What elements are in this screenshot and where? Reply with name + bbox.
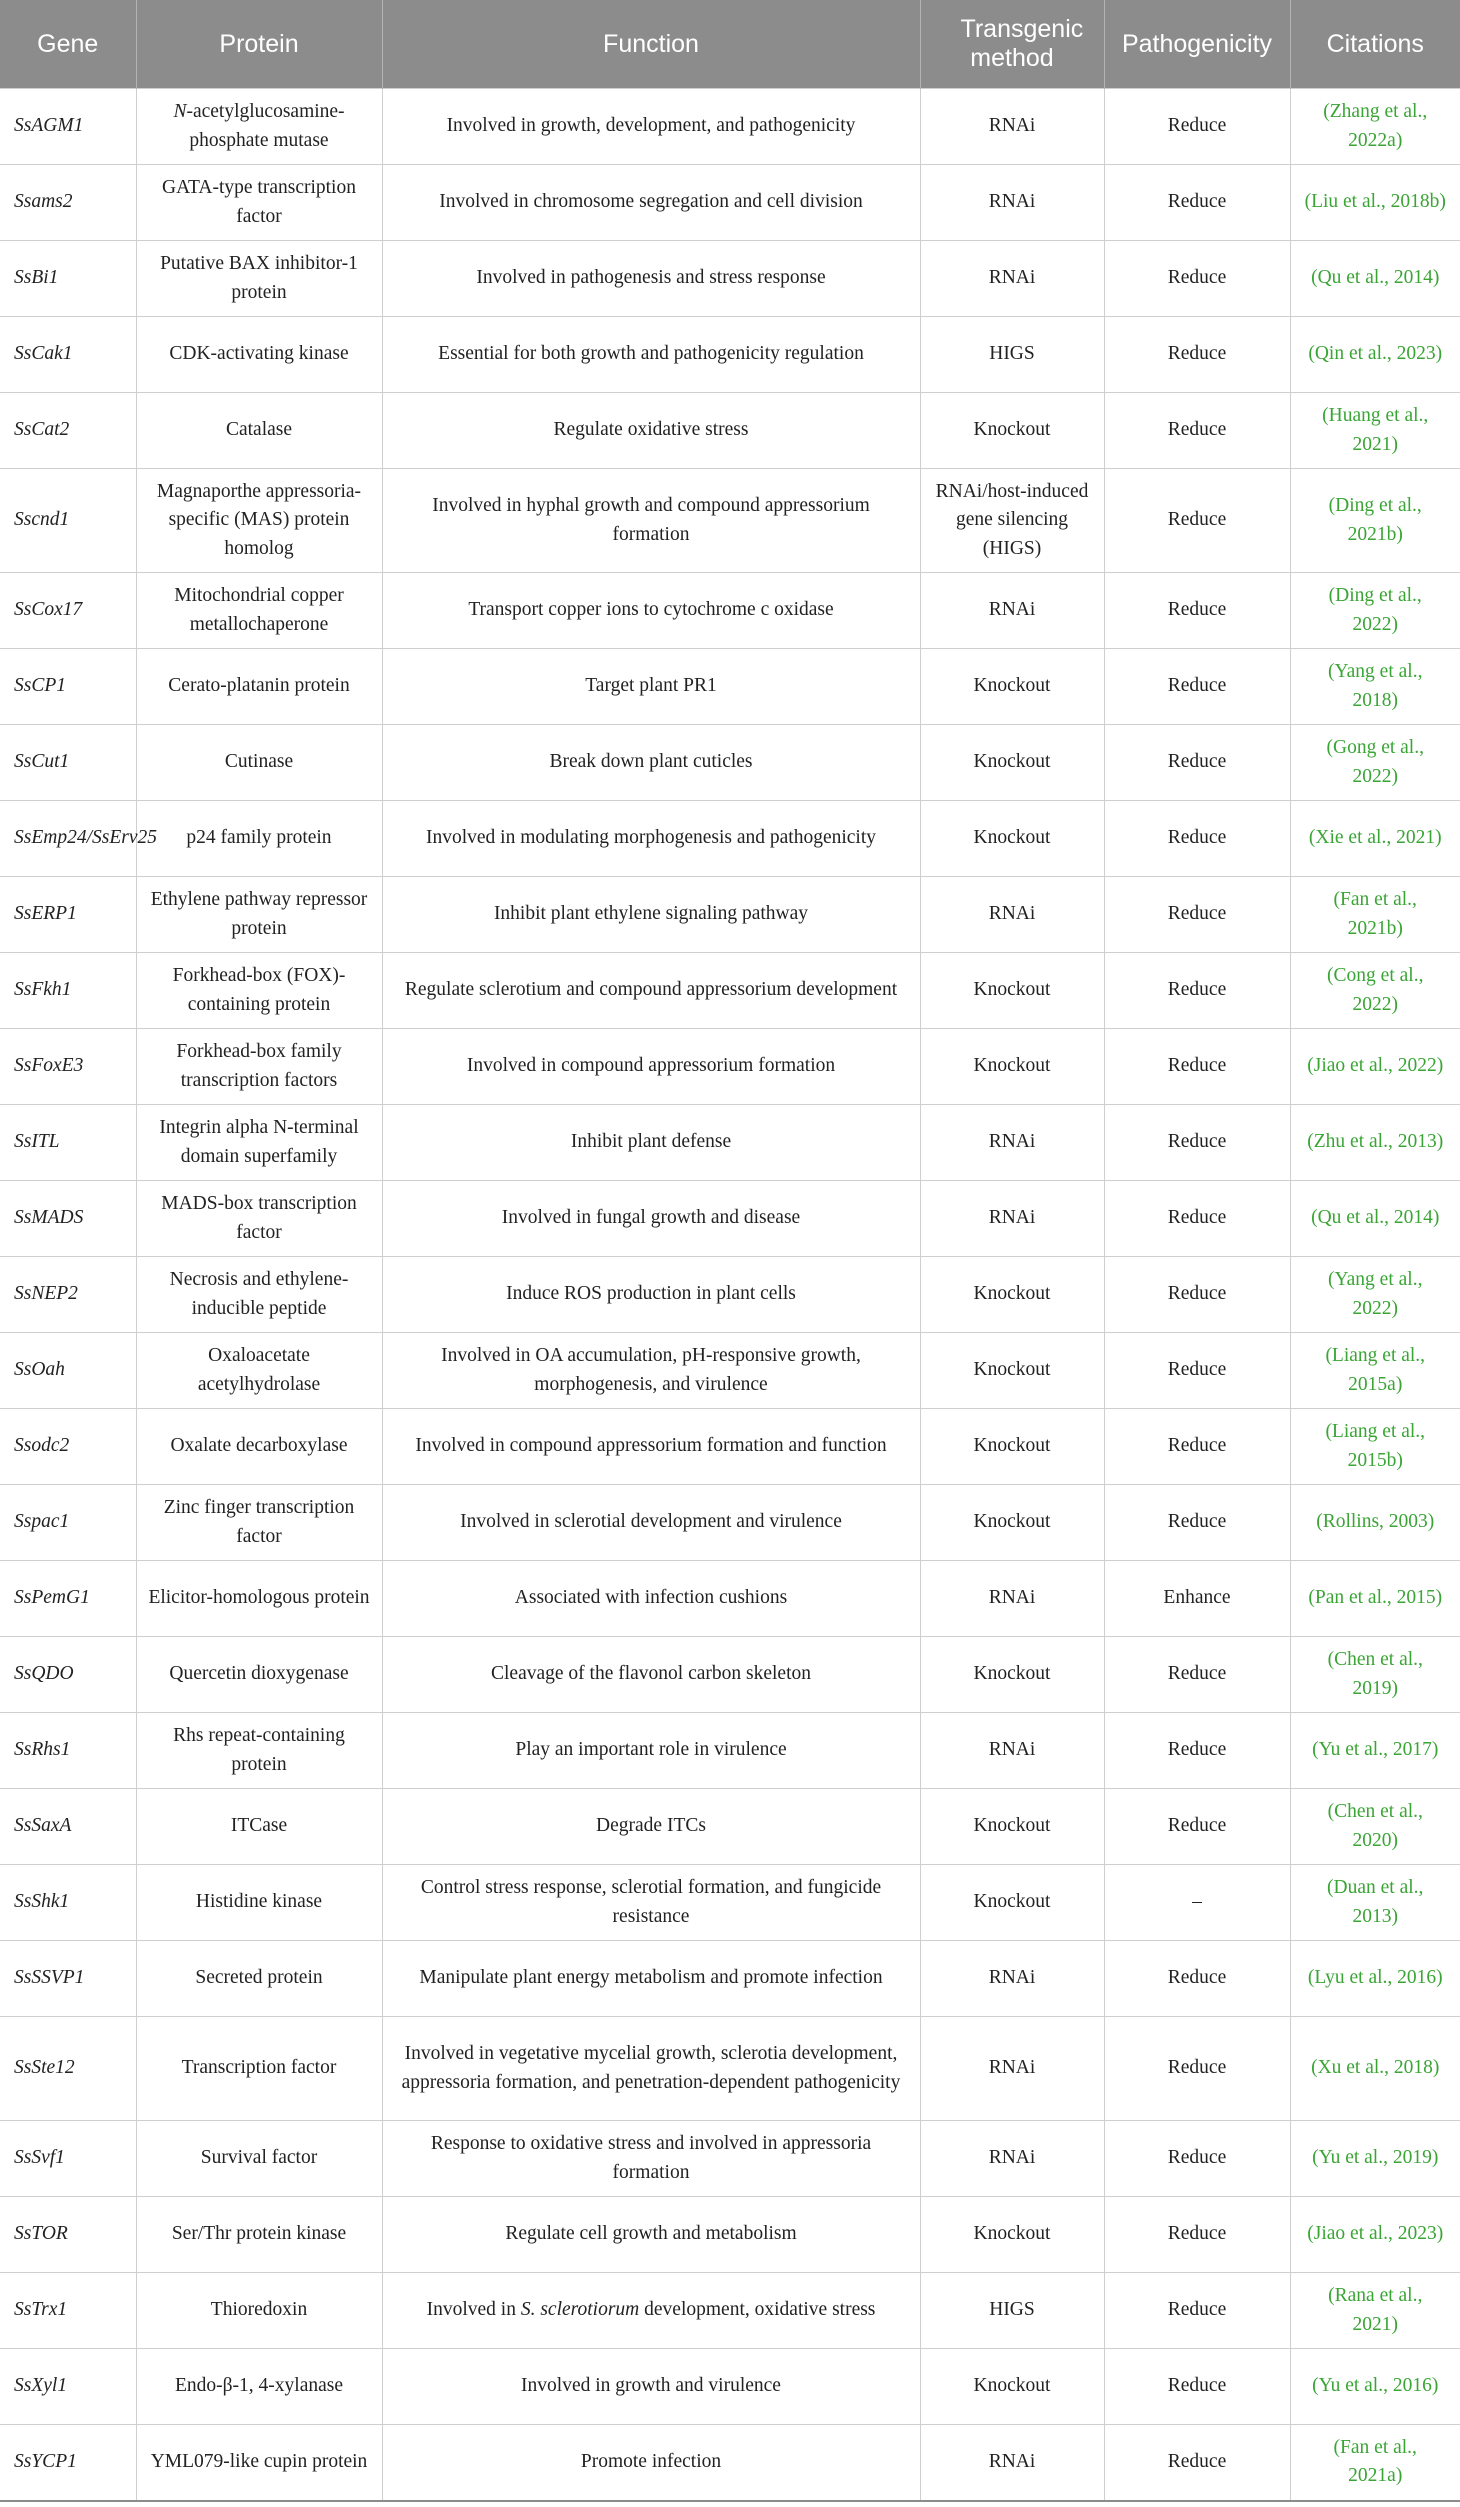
gene-cell: SsTrx1 [0, 2273, 136, 2349]
citation-link[interactable]: (Fan et al., 2021a) [1290, 2425, 1460, 2501]
citation-link[interactable]: (Jiao et al., 2023) [1290, 2197, 1460, 2273]
header-transgenic-method-label: Transgenic method [960, 15, 1084, 72]
function-cell: Involved in pathogenesis and stress response [382, 241, 920, 317]
gene-cell: SsAGM1 [0, 89, 136, 165]
function-cell: Manipulate plant energy metabolism and promote infection [382, 1941, 920, 2017]
gene-cell: SsXyl1 [0, 2349, 136, 2425]
function-cell: Involved in growth, development, and pathogenicity [382, 89, 920, 165]
function-cell: Involved in modulating morphogenesis and pathogenicity [382, 801, 920, 877]
table-row [0, 89, 1460, 165]
citation-link[interactable]: (Yang et al., 2022) [1290, 1257, 1460, 1333]
protein-cell: Catalase [136, 393, 382, 469]
method-cell: Knockout [920, 1029, 1104, 1105]
protein-cell: Cutinase [136, 725, 382, 801]
protein-text: -acetylglucosamine-phosphate mutase [186, 101, 345, 151]
method-cell: HIGS [920, 317, 1104, 393]
table-row [0, 2197, 1460, 2273]
function-cell: Target plant PR1 [382, 649, 920, 725]
gene-cell: SsSaxA [0, 1789, 136, 1865]
function-cell: Involved in sclerotial development and virulence [382, 1485, 920, 1561]
gene-cell: SsQDO [0, 1637, 136, 1713]
citation-link[interactable]: (Pan et al., 2015) [1290, 1561, 1460, 1637]
gene-cell: SsMADS [0, 1181, 136, 1257]
protein-cell: Elicitor-homologous protein [136, 1561, 382, 1637]
pathogenicity-cell: Reduce [1104, 241, 1290, 317]
header-transgenic-method [920, 0, 1104, 89]
pathogenicity-cell: Reduce [1104, 725, 1290, 801]
citation-link[interactable]: (Xu et al., 2018) [1290, 2017, 1460, 2121]
pathogenicity-cell: Reduce [1104, 801, 1290, 877]
method-cell: Knockout [920, 2349, 1104, 2425]
citation-link[interactable]: (Cong et al., 2022) [1290, 953, 1460, 1029]
pathogenicity-cell: Reduce [1104, 1333, 1290, 1409]
gene-cell: SsSvf1 [0, 2121, 136, 2197]
function-cell: Promote infection [382, 2425, 920, 2501]
table-row [0, 1713, 1460, 1789]
function-cell: Transport copper ions to cytochrome c oxidase [382, 573, 920, 649]
header-pathogenicity: Pathogenicity [1104, 0, 1290, 89]
method-cell: Knockout [920, 725, 1104, 801]
pathogenicity-cell: Reduce [1104, 165, 1290, 241]
protein-cell: MADS-box transcription factor [136, 1181, 382, 1257]
table-row [0, 2121, 1460, 2197]
protein-cell: Cerato-platanin protein [136, 649, 382, 725]
citation-link[interactable]: (Ding et al., 2021b) [1290, 469, 1460, 573]
protein-cell: Forkhead-box (FOX)-containing protein [136, 953, 382, 1029]
method-cell: RNAi [920, 2017, 1104, 2121]
protein-cell: Oxalate decarboxylase [136, 1409, 382, 1485]
function-cell: Regulate cell growth and metabolism [382, 2197, 920, 2273]
function-cell: Involved in vegetative mycelial growth, sclerotia development, appressoria formation, and penetration-dependent pathogenicity [382, 2017, 920, 2121]
table-row [0, 1105, 1460, 1181]
table-row [0, 1485, 1460, 1561]
table-row [0, 2017, 1460, 2121]
citation-link[interactable]: (Qu et al., 2014) [1290, 241, 1460, 317]
citation-link[interactable]: (Huang et al., 2021) [1290, 393, 1460, 469]
function-cell: Inhibit plant ethylene signaling pathway [382, 877, 920, 953]
method-cell: RNAi [920, 1105, 1104, 1181]
gene-cell: Ssodc2 [0, 1409, 136, 1485]
protein-cell: GATA-type transcription factor [136, 165, 382, 241]
function-cell: Play an important role in virulence [382, 1713, 920, 1789]
gene-cell: Sscnd1 [0, 469, 136, 573]
protein-cell: CDK-activating kinase [136, 317, 382, 393]
citation-link[interactable]: (Qu et al., 2014) [1290, 1181, 1460, 1257]
pathogenicity-cell: Reduce [1104, 2273, 1290, 2349]
method-cell: RNAi [920, 573, 1104, 649]
protein-cell: YML079-like cupin protein [136, 2425, 382, 2501]
method-cell: Knockout [920, 1789, 1104, 1865]
citation-link[interactable]: (Yu et al., 2016) [1290, 2349, 1460, 2425]
citation-link[interactable]: (Gong et al., 2022) [1290, 725, 1460, 801]
table-header [0, 0, 1460, 89]
protein-cell [136, 89, 382, 165]
protein-cell: Oxaloacetate acetylhydrolase [136, 1333, 382, 1409]
header-gene: Gene [0, 0, 136, 89]
table-row [0, 649, 1460, 725]
table-row [0, 1865, 1460, 1941]
table-row [0, 1257, 1460, 1333]
function-cell: Involved in fungal growth and disease [382, 1181, 920, 1257]
pathogenicity-cell: Reduce [1104, 1409, 1290, 1485]
gene-cell: SsTOR [0, 2197, 136, 2273]
table-row [0, 1029, 1460, 1105]
pathogenicity-cell: Reduce [1104, 1637, 1290, 1713]
method-cell: Knockout [920, 2197, 1104, 2273]
header-function: Function [382, 0, 920, 89]
citation-link[interactable]: (Chen et al., 2019) [1290, 1637, 1460, 1713]
gene-cell: SsCox17 [0, 573, 136, 649]
protein-cell: Endo-β-1, 4-xylanase [136, 2349, 382, 2425]
table-row [0, 953, 1460, 1029]
table-row [0, 1789, 1460, 1865]
pathogenicity-cell: Reduce [1104, 2425, 1290, 2501]
citation-link[interactable]: (Chen et al., 2020) [1290, 1789, 1460, 1865]
table-row [0, 241, 1460, 317]
pathogenicity-cell: Reduce [1104, 317, 1290, 393]
method-cell: RNAi [920, 89, 1104, 165]
function-cell: Cleavage of the flavonol carbon skeleton [382, 1637, 920, 1713]
gene-cell: SsSte12 [0, 2017, 136, 2121]
method-cell: Knockout [920, 1333, 1104, 1409]
table-row [0, 2273, 1460, 2349]
function-cell: Involved in hyphal growth and compound appressorium formation [382, 469, 920, 573]
protein-cell: Ser/Thr protein kinase [136, 2197, 382, 2273]
function-cell: Control stress response, sclerotial formation, and fungicide resistance [382, 1865, 920, 1941]
protein-cell: Forkhead-box family transcription factors [136, 1029, 382, 1105]
citation-link[interactable]: (Ding et al., 2022) [1290, 573, 1460, 649]
gene-cell: Ssams2 [0, 165, 136, 241]
pathogenicity-cell: Reduce [1104, 1789, 1290, 1865]
protein-cell: Survival factor [136, 2121, 382, 2197]
table-row [0, 1181, 1460, 1257]
function-cell: Essential for both growth and pathogenicity regulation [382, 317, 920, 393]
pathogenicity-cell: Reduce [1104, 573, 1290, 649]
protein-cell: Zinc finger transcription factor [136, 1485, 382, 1561]
header-protein: Protein [136, 0, 382, 89]
table-row [0, 393, 1460, 469]
table-row [0, 1941, 1460, 2017]
function-cell: Response to oxidative stress and involved in appressoria formation [382, 2121, 920, 2197]
function-cell: Involved in compound appressorium formation and function [382, 1409, 920, 1485]
protein-cell: Histidine kinase [136, 1865, 382, 1941]
table-row [0, 1637, 1460, 1713]
pathogenicity-cell: Reduce [1104, 1105, 1290, 1181]
pathogenicity-cell: Reduce [1104, 877, 1290, 953]
protein-cell: Secreted protein [136, 1941, 382, 2017]
protein-cell: p24 family protein [136, 801, 382, 877]
gene-cell: SsCP1 [0, 649, 136, 725]
citation-link[interactable]: (Zhu et al., 2013) [1290, 1105, 1460, 1181]
gene-cell: SsFoxE3 [0, 1029, 136, 1105]
method-cell: Knockout [920, 1257, 1104, 1333]
method-cell: RNAi [920, 1941, 1104, 2017]
protein-cell: Thioredoxin [136, 2273, 382, 2349]
header-citations: Citations [1290, 0, 1460, 89]
table-row [0, 725, 1460, 801]
method-cell: RNAi [920, 1181, 1104, 1257]
function-cell [382, 2273, 920, 2349]
gene-cell: SsOah [0, 1333, 136, 1409]
citation-link[interactable]: (Liang et al., 2015a) [1290, 1333, 1460, 1409]
method-cell: RNAi/host-induced gene silencing (HIGS) [920, 469, 1104, 573]
pathogenicity-cell: Reduce [1104, 469, 1290, 573]
method-cell: Knockout [920, 1637, 1104, 1713]
pathogenicity-cell: Reduce [1104, 1029, 1290, 1105]
protein-cell: Ethylene pathway repressor protein [136, 877, 382, 953]
gene-cell: SsEmp24/SsErv25 [0, 801, 136, 877]
function-text-species: S. sclerotiorum [520, 2299, 640, 2321]
table-row [0, 801, 1460, 877]
pathogenicity-cell: Reduce [1104, 953, 1290, 1029]
table-row [0, 573, 1460, 649]
method-cell: RNAi [920, 877, 1104, 953]
pathogenicity-cell: Reduce [1104, 1257, 1290, 1333]
method-cell: Knockout [920, 1485, 1104, 1561]
gene-cell: Sspac1 [0, 1485, 136, 1561]
protein-cell: Integrin alpha N-terminal domain superfamily [136, 1105, 382, 1181]
gene-cell: SsShk1 [0, 1865, 136, 1941]
gene-cell: SsFkh1 [0, 953, 136, 1029]
citation-link[interactable]: (Yu et al., 2019) [1290, 2121, 1460, 2197]
protein-italic-prefix: N [173, 101, 187, 123]
function-cell: Inhibit plant defense [382, 1105, 920, 1181]
pathogenicity-cell: Reduce [1104, 1181, 1290, 1257]
function-text-pre: Involved in [426, 2299, 521, 2321]
protein-cell: Putative BAX inhibitor-1 protein [136, 241, 382, 317]
table-row [0, 165, 1460, 241]
pathogenicity-cell: Reduce [1104, 2017, 1290, 2121]
gene-cell: SsNEP2 [0, 1257, 136, 1333]
table-row [0, 1561, 1460, 1637]
function-cell: Involved in chromosome segregation and cell division [382, 165, 920, 241]
table-row [0, 2425, 1460, 2501]
table-row [0, 877, 1460, 953]
citation-link[interactable]: (Zhang et al., 2022a) [1290, 89, 1460, 165]
method-cell: RNAi [920, 2121, 1104, 2197]
method-cell: RNAi [920, 241, 1104, 317]
pathogenicity-cell: Reduce [1104, 393, 1290, 469]
method-cell: RNAi [920, 2425, 1104, 2501]
gene-cell: SsYCP1 [0, 2425, 136, 2501]
pathogenicity-cell: Reduce [1104, 2349, 1290, 2425]
pathogenicity-cell: Enhance [1104, 1561, 1290, 1637]
function-cell: Degrade ITCs [382, 1789, 920, 1865]
protein-cell: ITCase [136, 1789, 382, 1865]
function-cell: Involved in compound appressorium formation [382, 1029, 920, 1105]
citation-link[interactable]: (Qin et al., 2023) [1290, 317, 1460, 393]
method-cell: HIGS [920, 2273, 1104, 2349]
function-cell: Involved in OA accumulation, pH-responsive growth, morphogenesis, and virulence [382, 1333, 920, 1409]
method-cell: Knockout [920, 649, 1104, 725]
pathogenicity-cell: Reduce [1104, 1485, 1290, 1561]
function-cell: Induce ROS production in plant cells [382, 1257, 920, 1333]
pathogenicity-cell: Reduce [1104, 1941, 1290, 2017]
citation-link[interactable]: (Liu et al., 2018b) [1290, 165, 1460, 241]
citation-link[interactable]: (Liang et al., 2015b) [1290, 1409, 1460, 1485]
citation-link[interactable]: (Rana et al., 2021) [1290, 2273, 1460, 2349]
protein-cell: Mitochondrial copper metallochaperone [136, 573, 382, 649]
table-row [0, 2349, 1460, 2425]
protein-cell: Quercetin dioxygenase [136, 1637, 382, 1713]
pathogenicity-cell: Reduce [1104, 2197, 1290, 2273]
protein-cell: Rhs repeat-containing protein [136, 1713, 382, 1789]
table-row [0, 317, 1460, 393]
function-cell: Associated with infection cushions [382, 1561, 920, 1637]
citation-link[interactable]: (Jiao et al., 2022) [1290, 1029, 1460, 1105]
method-cell: RNAi [920, 165, 1104, 241]
citation-link[interactable]: (Fan et al., 2021b) [1290, 877, 1460, 953]
gene-cell: SsITL [0, 1105, 136, 1181]
function-cell: Regulate oxidative stress [382, 393, 920, 469]
pathogenicity-cell: Reduce [1104, 2121, 1290, 2197]
citation-link[interactable]: (Yang et al., 2018) [1290, 649, 1460, 725]
method-cell: Knockout [920, 801, 1104, 877]
citation-link[interactable]: (Yu et al., 2017) [1290, 1713, 1460, 1789]
function-cell: Involved in growth and virulence [382, 2349, 920, 2425]
citation-link[interactable]: (Lyu et al., 2016) [1290, 1941, 1460, 2017]
protein-cell: Magnaporthe appressoria-specific (MAS) protein homolog [136, 469, 382, 573]
method-cell: RNAi [920, 1561, 1104, 1637]
protein-cell: Transcription factor [136, 2017, 382, 2121]
gene-cell: SsCak1 [0, 317, 136, 393]
function-text-post: development, oxidative stress [639, 2299, 876, 2321]
table-row [0, 1409, 1460, 1485]
citation-link[interactable]: (Rollins, 2003) [1290, 1485, 1460, 1561]
method-cell: RNAi [920, 1713, 1104, 1789]
citation-link[interactable]: (Xie et al., 2021) [1290, 801, 1460, 877]
method-cell: Knockout [920, 1865, 1104, 1941]
table-row [0, 1333, 1460, 1409]
gene-cell: SsBi1 [0, 241, 136, 317]
gene-cell: SsRhs1 [0, 1713, 136, 1789]
pathogenicity-cell: Reduce [1104, 89, 1290, 165]
method-cell: Knockout [920, 393, 1104, 469]
citation-link[interactable]: (Duan et al., 2013) [1290, 1865, 1460, 1941]
function-cell: Regulate sclerotium and compound appressorium development [382, 953, 920, 1029]
method-cell: Knockout [920, 953, 1104, 1029]
function-cell: Break down plant cuticles [382, 725, 920, 801]
gene-cell: SsSSVP1 [0, 1941, 136, 2017]
gene-cell: SsPemG1 [0, 1561, 136, 1637]
pathogenicity-cell: Reduce [1104, 649, 1290, 725]
table-row [0, 469, 1460, 573]
gene-cell: SsCat2 [0, 393, 136, 469]
gene-cell: SsCut1 [0, 725, 136, 801]
protein-cell: Necrosis and ethylene-inducible peptide [136, 1257, 382, 1333]
pathogenicity-cell: Reduce [1104, 1713, 1290, 1789]
method-cell: Knockout [920, 1409, 1104, 1485]
gene-cell: SsERP1 [0, 877, 136, 953]
pathogenicity-cell: – [1104, 1865, 1290, 1941]
